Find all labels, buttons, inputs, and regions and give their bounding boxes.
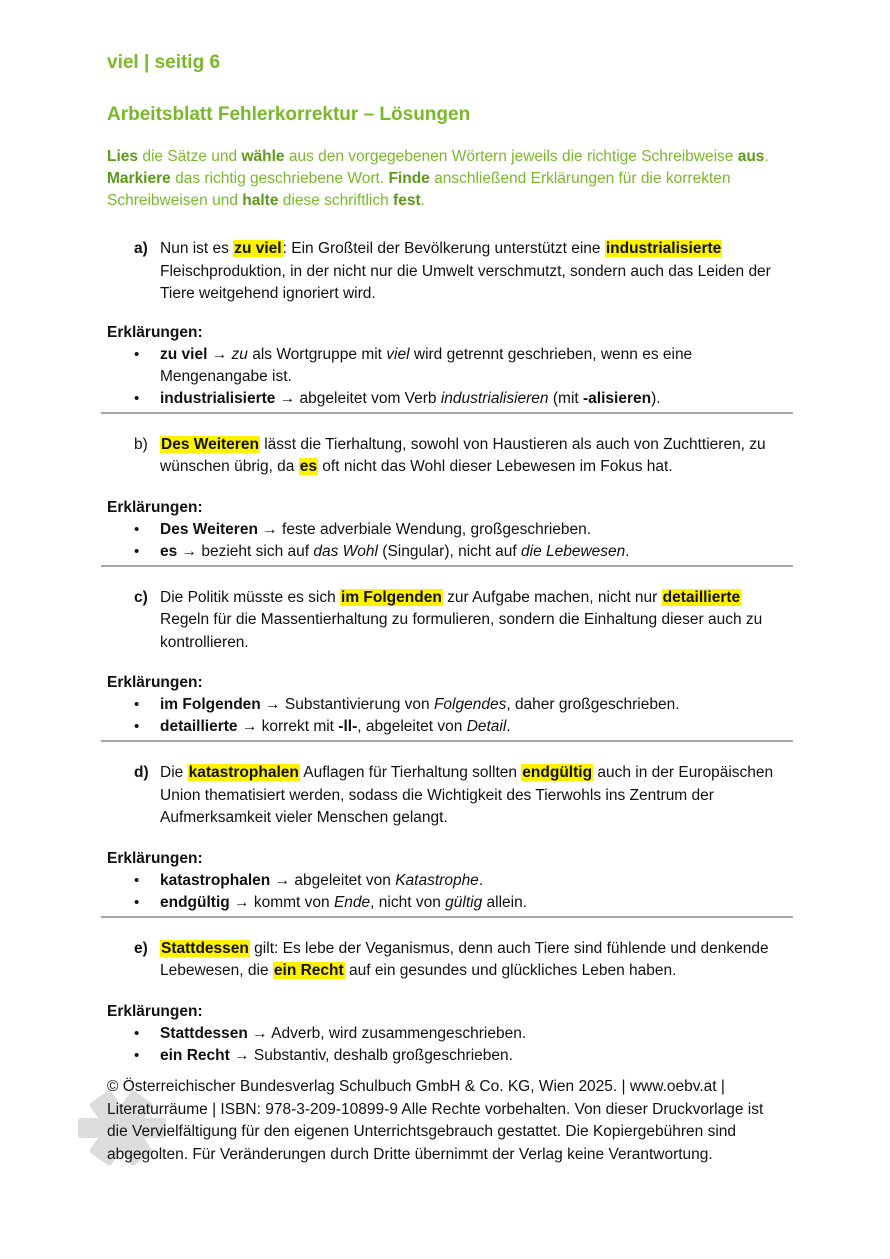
explanations-heading: Erklärungen: xyxy=(107,498,203,516)
list-item: • industrialisierte → abgeleitet vom Verb industrialisieren (mit -alisieren). xyxy=(107,388,787,410)
task-sentence: Nun ist es zu viel: Ein Großteil der Bevölkerung unterstützt eine industrialisierte Fleischproduktion, in der nicht nur die Umwelt verschmutzt, sondern auch das Leiden der Tiere weitgehend ignoriert wird. xyxy=(160,240,771,302)
list-item: • ein Recht → Substantiv, deshalb großgeschrieben. xyxy=(107,1045,787,1067)
instructions: Lies die Sätze und wähle aus den vorgegebenen Wörtern jeweils die richtige Schreibweise aus. Markiere das richtig geschriebene Wort. Finde anschließend Erklärungen für die korrekten Schreibweisen und halte diese schriftlich fest. xyxy=(107,148,769,209)
explanation-list xyxy=(107,1023,787,1067)
divider xyxy=(101,412,793,414)
explanations-heading: Erklärungen: xyxy=(107,674,203,691)
list-item: • Des Weiteren → feste adverbiale Wendung, großgeschrieben. xyxy=(107,519,787,541)
highlight: industrialisierte xyxy=(605,240,722,257)
highlight: ein Recht xyxy=(273,962,344,979)
task-label: d) xyxy=(134,764,149,781)
explanation-list xyxy=(107,344,787,410)
highlight: im Folgenden xyxy=(341,588,442,606)
copyright-footer: © Österreichischer Bundesverlag Schulbuch GmbH & Co. KG, Wien 2025. | www.oebv.at | Literaturräume | ISBN: 978-3-209-10899-9 Alle Rechte vorbehalten. Von dieser Druckvorlage ist die Vervielfältigung für den eigenen Unterrichtsgebrauch gestattet. Die Kopiergebühren sind abgegolten. Für Veränderungen durch Dritte übernimmt der Verlag keine Verantwortung. xyxy=(107,1078,764,1163)
list-item: • endgültig → kommt von Ende, nicht von gültig allein. xyxy=(107,892,787,914)
task-a xyxy=(107,238,787,306)
worksheet xyxy=(107,52,787,1067)
task-e xyxy=(107,938,787,983)
highlight: Stattdessen xyxy=(161,939,249,957)
page-title: Arbeitsblatt Fehlerkorrektur – Lösungen xyxy=(107,104,471,125)
explanation-list xyxy=(107,694,787,738)
highlight: katastrophalen xyxy=(188,764,299,781)
task-label: a) xyxy=(134,240,148,257)
task-b xyxy=(107,434,787,479)
highlight: detaillierte xyxy=(662,588,741,606)
list-item: • Stattdessen → Adverb, wird zusammengeschrieben. xyxy=(107,1023,787,1045)
list-item: • detaillierte → korrekt mit -ll-, abgeleitet von Detail. xyxy=(107,716,787,738)
task-sentence: Die Politik müsste es sich im Folgenden zur Aufgabe machen, nicht nur detaillierte Regeln für die Massentierhaltung zu formulieren, sondern die Einhaltung dieser auch zu kontrollieren. xyxy=(160,588,763,651)
divider xyxy=(101,916,793,918)
explanations-heading: Erklärungen: xyxy=(107,849,203,867)
task-sentence: Stattdessen gilt: Es lebe der Veganismus, denn auch Tiere sind fühlende und denkende Lebewesen, die ein Recht auf ein gesundes und glückliches Leben haben. xyxy=(160,939,769,979)
task-sentence: Des Weiteren lässt die Tierhaltung, sowohl von Haustieren als auch von Zuchttieren, zu wünschen übrig, da es oft nicht das Wohl dieser Lebewesen im Fokus hat. xyxy=(160,435,766,475)
explanations-heading: Erklärungen: xyxy=(107,1002,203,1020)
task-label: e) xyxy=(134,939,148,957)
explanation-list xyxy=(107,519,787,563)
task-label: b) xyxy=(134,435,148,453)
list-item: • im Folgenden → Substantivierung von Folgendes, daher großgeschrieben. xyxy=(107,694,787,716)
highlight: endgültig xyxy=(522,764,593,781)
divider xyxy=(101,740,793,742)
highlight: Des Weiteren xyxy=(161,435,259,453)
highlight: es xyxy=(299,458,317,475)
page-header: viel | seitig 6 xyxy=(107,52,221,73)
explanations-heading: Erklärungen: xyxy=(107,323,203,341)
divider xyxy=(101,565,793,567)
explanation-list xyxy=(107,870,787,914)
highlight: zu viel xyxy=(234,240,282,257)
task-c xyxy=(107,587,787,655)
task-sentence: Die katastrophalen Auflagen für Tierhaltung sollten endgültig auch in der Europäischen Union thematisiert werden, sodass die Wichtigkeit des Tierwohls ins Zentrum der Aufmerksamkeit vieler Menschen gelangt. xyxy=(160,764,774,826)
list-item: • zu viel → zu als Wortgruppe mit viel wird getrennt geschrieben, wenn es eine Mengenangabe ist. xyxy=(107,344,787,388)
task-d xyxy=(107,762,787,830)
list-item: • katastrophalen → abgeleitet von Katastrophe. xyxy=(107,870,787,892)
task-label: c) xyxy=(134,588,148,606)
list-item: • es → bezieht sich auf das Wohl (Singular), nicht auf die Lebewesen. xyxy=(107,541,787,563)
